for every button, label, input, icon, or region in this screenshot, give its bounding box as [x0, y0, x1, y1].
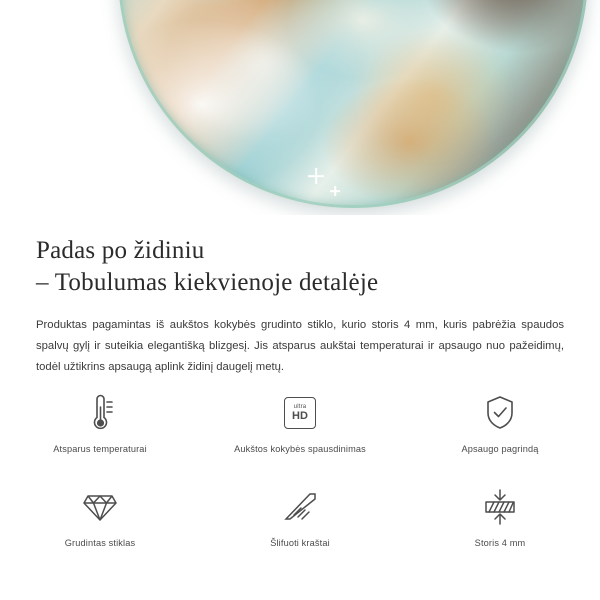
hero-image: [0, 0, 600, 215]
ultra-hd-badge-icon: [284, 392, 316, 434]
feature-label: Aukštos kokybės spausdinimas: [234, 444, 366, 454]
feature-label: Šlifuoti kraštai: [270, 538, 330, 548]
feature-item-temperature: [0, 392, 200, 474]
feature-item-tempered-glass: [0, 486, 200, 568]
feature-label: Apsaugo pagrindą: [461, 444, 539, 454]
feature-item-surface-protection: [400, 392, 600, 474]
headline-line-2: – Tobulumas kiekvienoje detalėje: [36, 269, 379, 296]
polished-edge-icon: [281, 486, 319, 528]
marble-vein: [165, 0, 362, 142]
marble-disc-surface: [118, 0, 588, 208]
shield-check-icon: [483, 392, 517, 434]
diamond-icon: [80, 486, 120, 528]
feature-label: Storis 4 mm: [474, 538, 526, 548]
badge-bottom-text: HD: [292, 410, 308, 422]
marble-vein: [353, 29, 513, 161]
marble-disc: [118, 0, 588, 208]
feature-item-print-quality: [200, 392, 400, 474]
feature-label: Grudintas stiklas: [64, 538, 136, 548]
feature-item-thickness: [400, 486, 600, 568]
headline-line-1: Padas po židiniu: [36, 237, 205, 264]
feature-label: Atsparus temperaturai: [53, 444, 147, 454]
feature-item-polished-edges: [200, 486, 400, 568]
feature-grid: [0, 392, 600, 568]
thermometer-icon: [83, 392, 117, 434]
description-paragraph: Produktas pagamintas iš aukštos kokybės grudinto stiklo, kurio storis 4 mm, kuris pabrėžia spaudos spalvų gylį ir suteikia elegantišką blizgesį. Jis atsparus aukštai temperaturai ir apsaugo nuo pažeidimų, todėl užtikrins apsaugą aplink židinį daugelį metų.: [36, 319, 564, 373]
thickness-arrows-icon: [480, 486, 520, 528]
text-content: [0, 215, 600, 378]
badge-top-text: ultra: [293, 404, 307, 410]
page-title: [0, 215, 600, 299]
